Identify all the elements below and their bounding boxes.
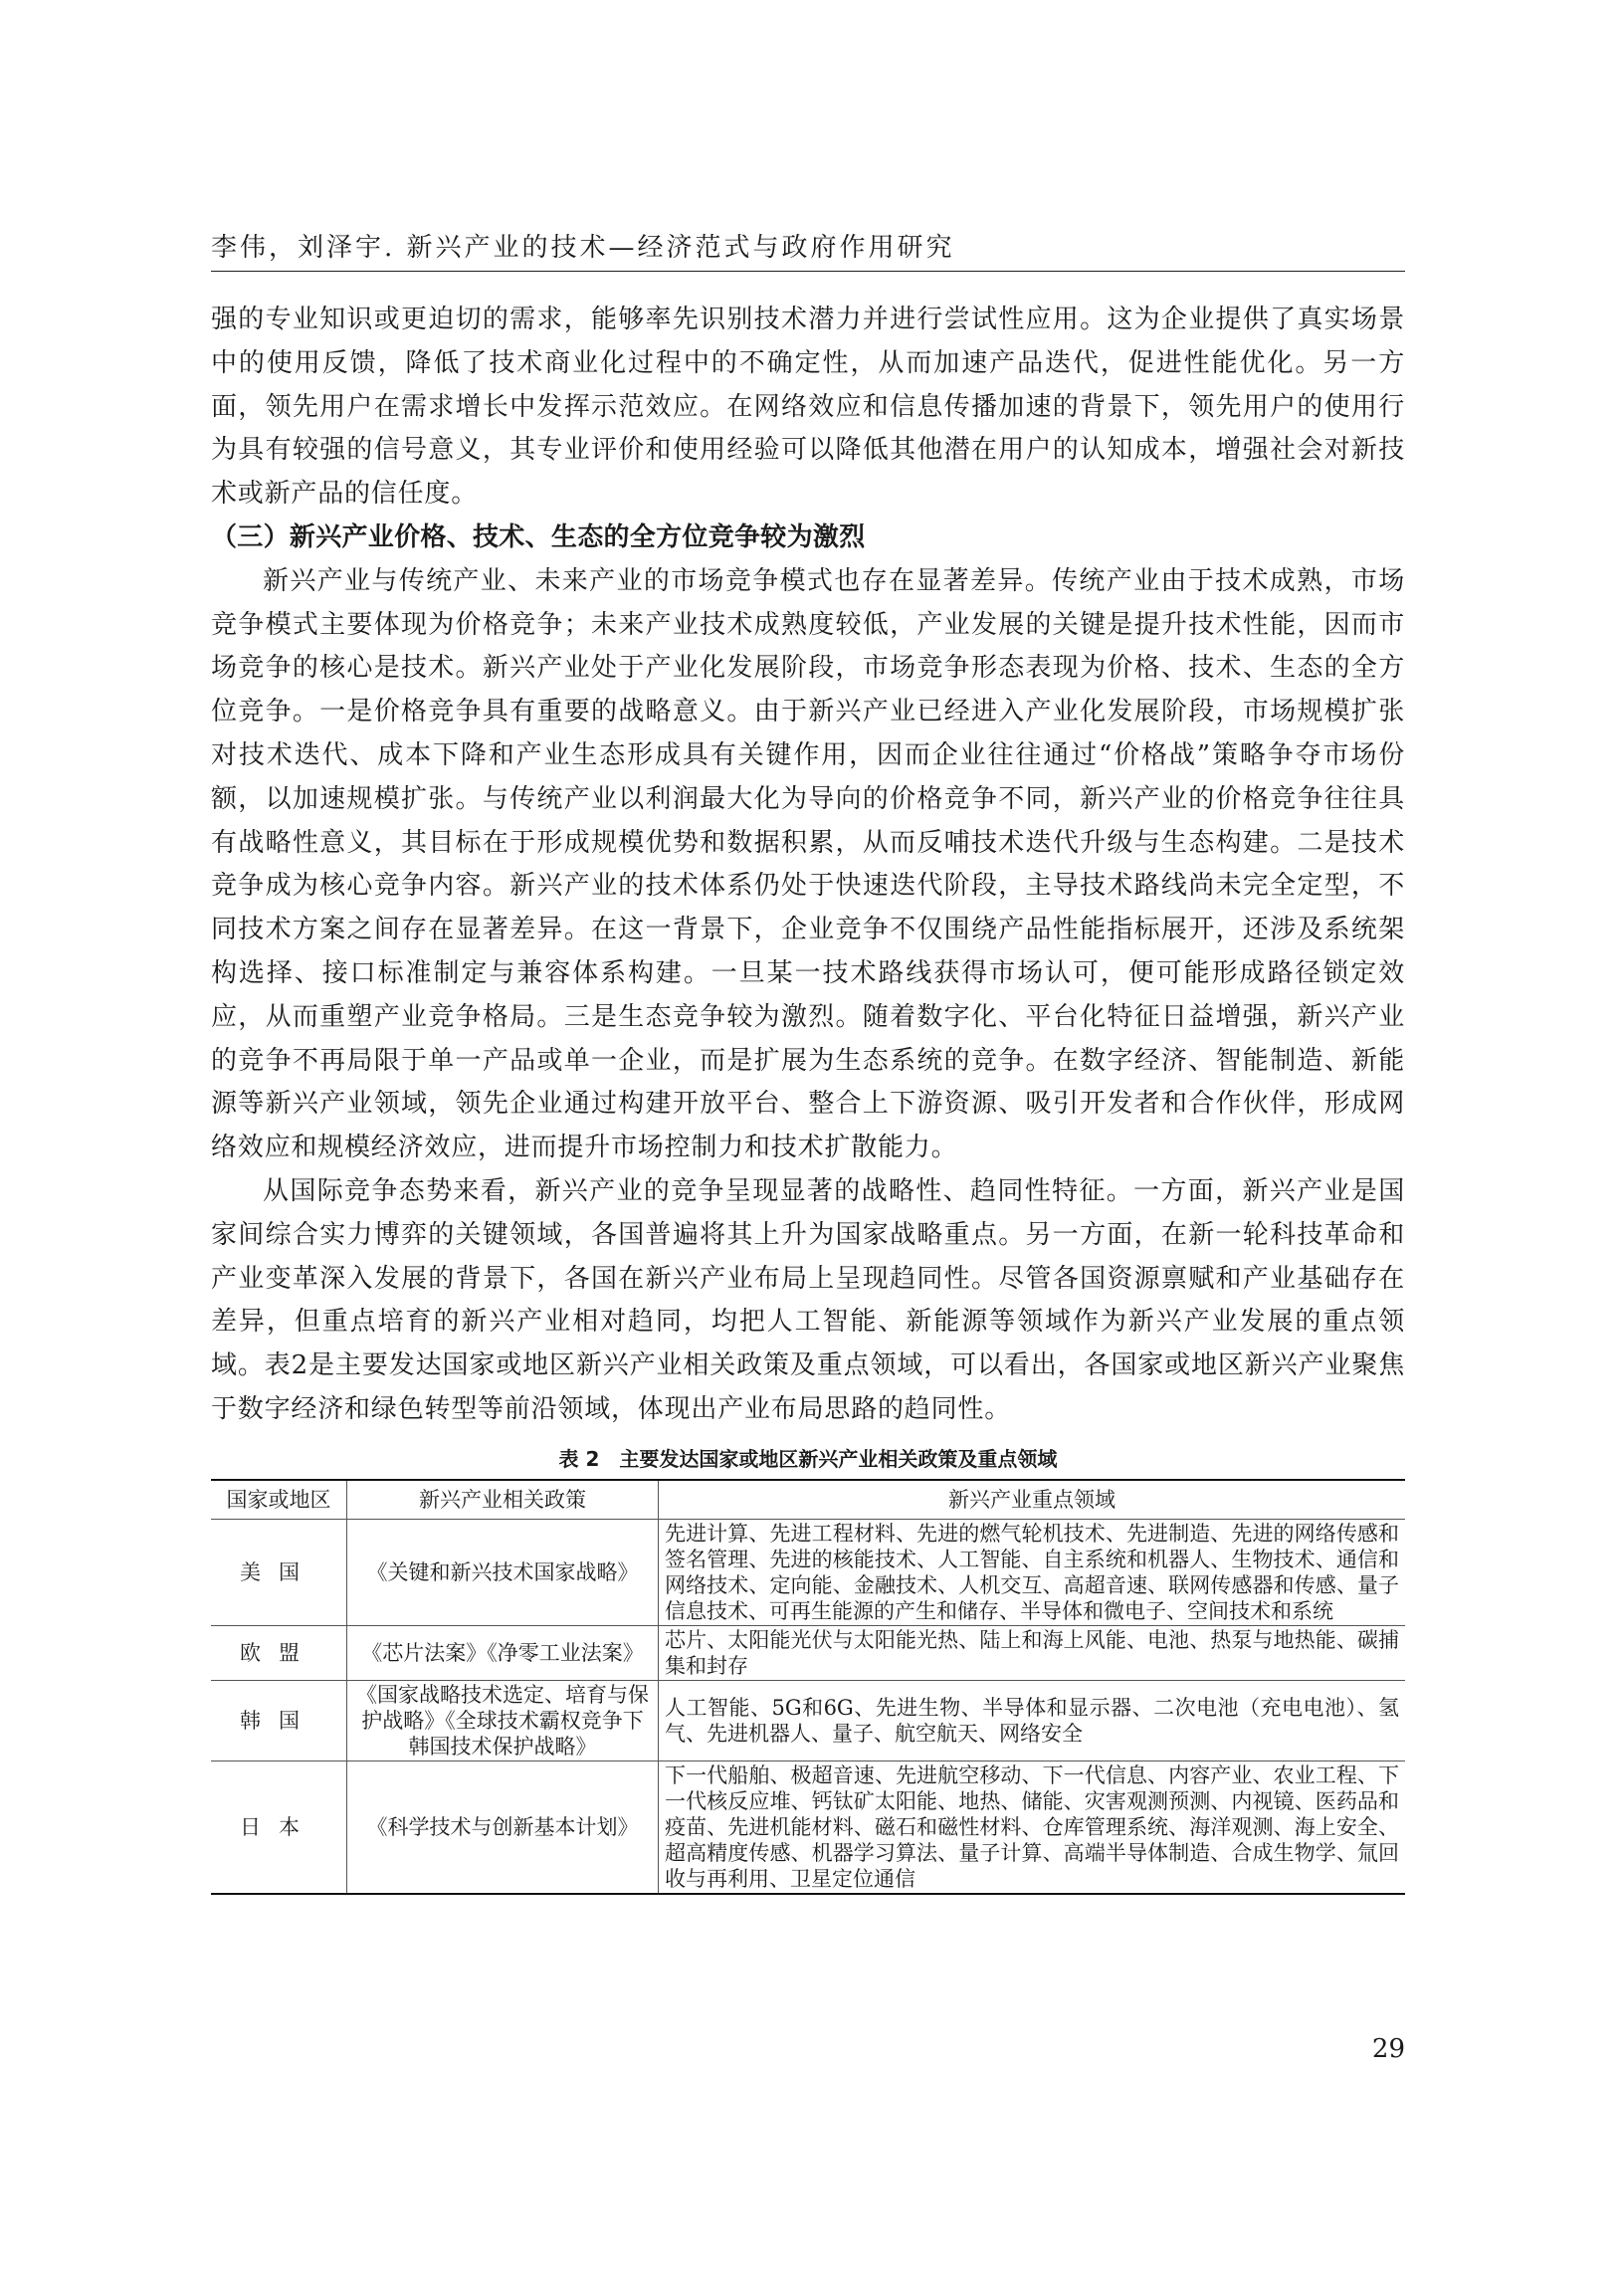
table-row: [211, 1626, 1405, 1681]
policy-cell: 《国家战略技术选定、培育与保护战略》《全球技术霸权竞争下韩国技术保护战略》: [347, 1681, 659, 1761]
fields-cell: 人工智能、5G和6G、先进生物、半导体和显示器、二次电池（充电电池）、氢气、先进机器人、量子、航空航天、网络安全: [659, 1681, 1406, 1761]
section-heading: （三）新兴产业价格、技术、生态的全方位竞争较为激烈: [211, 521, 866, 552]
column-header-policy: 新兴产业相关政策: [347, 1480, 659, 1520]
fields-cell: 先进计算、先进工程材料、先进的燃气轮机技术、先进制造、先进的网络传感和签名管理、先进的核能技术、人工智能、自主系统和机器人、生物技术、通信和网络技术、定向能、金融技术、人机交互、高超音速、联网传感器和传感、量子信息技术、可再生能源的产生和储存、半导体和微电子、空间技术和系统: [659, 1520, 1406, 1626]
paragraph: 从国际竞争态势来看，新兴产业的竞争呈现显著的战略性、趋同性特征。一方面，新兴产业是国家间综合实力博弈的关键领域，各国普遍将其上升为国家战略重点。另一方面，在新一轮科技革命和产业变革深入发展的背景下，各国在新兴产业布局上呈现趋同性。尽管各国资源禀赋和产业基础存在差异，但重点培育的新兴产业相对趋同，均把人工智能、新能源等领域作为新兴产业发展的重点领域。表2是主要发达国家或地区新兴产业相关政策及重点领域，可以看出，各国家或地区新兴产业聚焦于数字经济和绿色转型等前沿领域，体现出产业布局思路的趋同性。: [211, 1175, 1405, 1424]
running-header: 李伟，刘泽宇. 新兴产业的技术—经济范式与政府作用研究: [211, 233, 955, 263]
region-cell: 韩国: [211, 1681, 347, 1761]
policy-cell: 《关键和新兴技术国家战略》: [347, 1520, 659, 1626]
header-rule: [211, 271, 1405, 272]
policy-cell: 《科学技术与创新基本计划》: [347, 1761, 659, 1895]
region-cell: 欧盟: [211, 1626, 347, 1681]
table-row: [211, 1520, 1405, 1626]
paragraph: 新兴产业与传统产业、未来产业的市场竞争模式也存在显著差异。传统产业由于技术成熟，市场竞争模式主要体现为价格竞争；未来产业技术成熟度较低，产业发展的关键是提升技术性能，因而市场竞争的核心是技术。新兴产业处于产业化发展阶段，市场竞争形态表现为价格、技术、生态的全方位竞争。一是价格竞争具有重要的战略意义。由于新兴产业已经进入产业化发展阶段，市场规模扩张对技术迭代、成本下降和产业生态形成具有关键作用，因而企业往往通过“价格战”策略争夺市场份额，以加速规模扩张。与传统产业以利润最大化为导向的价格竞争不同，新兴产业的价格竞争往往具有战略性意义，其目标在于形成规模优势和数据积累，从而反哺技术迭代升级与生态构建。二是技术竞争成为核心竞争内容。新兴产业的技术体系仍处于快速迭代阶段，主导技术路线尚未完全定型，不同技术方案之间存在显著差异。在这一背景下，企业竞争不仅围绕产品性能指标展开，还涉及系统架构选择、接口标准制定与兼容体系构建。一旦某一技术路线获得市场认可，便可能形成路径锁定效应，从而重塑产业竞争格局。三是生态竞争较为激烈。随着数字化、平台化特征日益增强，新兴产业的竞争不再局限于单一产品或单一企业，而是扩展为生态系统的竞争。在数字经济、智能制造、新能源等新兴产业领域，领先企业通过构建开放平台、整合上下游资源、吸引开发者和合作伙伴，形成网络效应和规模经济效应，进而提升市场控制力和技术扩散能力。: [211, 565, 1405, 1163]
page-number: 29: [1371, 2034, 1405, 2064]
region-cell: 美国: [211, 1520, 347, 1626]
table-row: [211, 1761, 1405, 1895]
paragraph: 强的专业知识或更迫切的需求，能够率先识别技术潜力并进行尝试性应用。这为企业提供了真实场景中的使用反馈，降低了技术商业化过程中的不确定性，从而加速产品迭代，促进性能优化。另一方面，领先用户在需求增长中发挥示范效应。在网络效应和信息传播加速的背景下，领先用户的使用行为具有较强的信号意义，其专业评价和使用经验可以降低其他潜在用户的认知成本，增强社会对新技术或新产品的信任度。: [211, 305, 1405, 510]
column-header-fields: 新兴产业重点领域: [659, 1480, 1406, 1520]
body-text: [211, 299, 1405, 1432]
table-caption: 表 2 主要发达国家或地区新兴产业相关政策及重点领域: [558, 1447, 1058, 1471]
policy-cell: 《芯片法案》《净零工业法案》: [347, 1626, 659, 1681]
table-row: [211, 1681, 1405, 1761]
fields-cell: 下一代船舶、极超音速、先进航空移动、下一代信息、内容产业、农业工程、下一代核反应堆、钙钛矿太阳能、地热、储能、灾害观测预测、内视镜、医药品和疫苗、先进机能材料、磁石和磁性材料、仓库管理系统、海洋观测、海上安全、超高精度传感、机器学习算法、量子计算、高端半导体制造、合成生物学、氚回收与再利用、卫星定位通信: [659, 1761, 1406, 1895]
table-header-row: [211, 1480, 1405, 1520]
policy-table: [211, 1479, 1405, 1895]
fields-cell: 芯片、太阳能光伏与太阳能光热、陆上和海上风能、电池、热泵与地热能、碳捕集和封存: [659, 1626, 1406, 1681]
region-cell: 日本: [211, 1761, 347, 1895]
column-header-region: 国家或地区: [211, 1480, 347, 1520]
